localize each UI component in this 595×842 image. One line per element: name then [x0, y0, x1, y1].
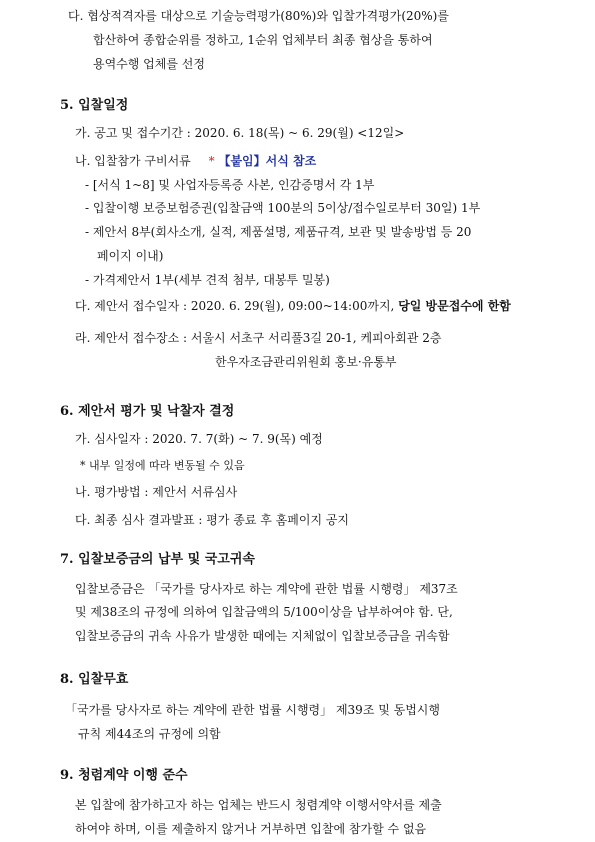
selection-criteria-line-3: 용역수행 업체를 선정 — [93, 57, 205, 71]
deposit-paragraph-line-2: 및 제38조의 규정에 의하여 입찰금액의 5/100이상을 납부하여야 함. 단, — [75, 605, 453, 619]
document-list-item: - 입찰이행 보증보험증권(입찰금액 100분의 5이상/접수일로부터 30일) 1부 — [85, 201, 481, 215]
document-list-item: - [서식 1~8] 및 사업자등록증 사본, 인감증명서 각 1부 — [85, 178, 375, 192]
section-9-heading: 9. 청렴계약 이행 준수 — [60, 768, 188, 783]
visit-only-note: 당일 방문접수에 한함 — [398, 299, 511, 313]
required-documents-label: 나. 입찰참가 구비서류 — [75, 154, 191, 168]
section-7-heading: 7. 입찰보증금의 납부 및 국고귀속 — [60, 552, 255, 567]
integrity-line-2: 하여야 하며, 이를 제출하지 않거나 거부하면 입찰에 참가할 수 없음 — [75, 822, 427, 836]
selection-criteria-line-1: 다. 협상적격자를 대상으로 기술능력평가(80%)와 입찰가격평가(20%)를 — [68, 9, 449, 23]
submission-date — [75, 298, 595, 314]
document-list-item-continued: 페이지 이내) — [97, 249, 164, 263]
section-8-heading: 8. 입찰무효 — [60, 672, 129, 687]
selection-criteria-line-2: 합산하여 종합순위를 정하고, 1순위 업체부터 최종 협상을 통하여 — [93, 33, 433, 47]
submission-date-text: 다. 제안서 접수일자 : 2020. 6. 29(월), 09:00~14:00까지, — [75, 299, 395, 313]
deposit-paragraph-line-1: 입찰보증금은 「국가를 당사자로 하는 계약에 관한 법률 시행령」 제37조 — [75, 582, 458, 596]
result-announcement: 다. 최종 심사 결과발표 : 평가 종료 후 홈페이지 공지 — [75, 513, 350, 527]
attachment-reference: 【붙임】서식 참조 — [218, 154, 317, 168]
invalidity-line-1: 「국가를 당사자로 하는 계약에 관한 법률 시행령」 제39조 및 동법시행 — [65, 703, 440, 717]
submission-place-line-2: 한우자조금관리위원회 홍보·유통부 — [215, 355, 397, 369]
asterisk-mark: * — [208, 154, 215, 168]
integrity-line-1: 본 입찰에 참가하고자 하는 업체는 반드시 청렴계약 이행서약서를 제출 — [75, 798, 442, 812]
schedule-period: 가. 공고 및 접수기간 : 2020. 6. 18(목) ~ 6. 29(월) <12일> — [75, 126, 405, 140]
deposit-paragraph-line-3: 입찰보증금의 귀속 사유가 발생한 때에는 지체없이 입찰보증금을 귀속함 — [75, 629, 450, 643]
submission-place-line-1: 라. 제안서 접수장소 : 서울시 서초구 서리풀3길 20-1, 케피아회관 2층 — [75, 331, 442, 345]
schedule-change-note: * 내부 일정에 따라 변동될 수 있음 — [80, 459, 245, 472]
review-date: 가. 심사일자 : 2020. 7. 7(화) ~ 7. 9(목) 예정 — [75, 432, 323, 446]
section-6-heading: 6. 제안서 평가 및 낙찰자 결정 — [60, 404, 235, 419]
section-5-heading: 5. 입찰일정 — [60, 98, 129, 113]
document-list-item: - 제안서 8부(회사소개, 실적, 제품설명, 제품규격, 보관 및 발송방법 등 20 — [85, 225, 472, 239]
invalidity-line-2: 규칙 제44조의 규정에 의함 — [78, 727, 221, 741]
required-documents-item — [75, 153, 595, 169]
document-list-item: - 가격제안서 1부(세부 견적 첨부, 대봉투 밀봉) — [85, 273, 330, 287]
evaluation-method: 나. 평가방법 : 제안서 서류심사 — [75, 485, 238, 499]
